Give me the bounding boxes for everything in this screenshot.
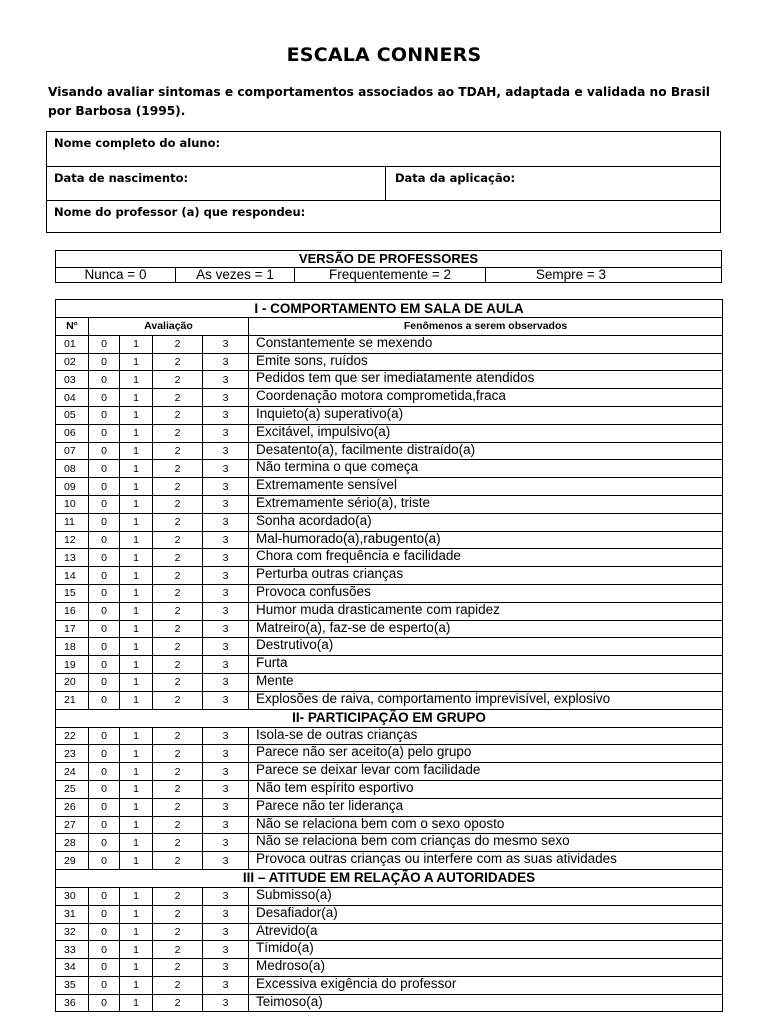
score-option-3[interactable]: 3 <box>203 602 249 620</box>
score-option-3[interactable]: 3 <box>203 584 249 602</box>
score-option-3[interactable]: 3 <box>203 691 249 709</box>
score-option-1[interactable]: 1 <box>120 780 153 798</box>
score-option-0[interactable]: 0 <box>89 959 120 977</box>
score-option-1[interactable]: 1 <box>120 887 153 905</box>
item-number: 35 <box>56 976 89 994</box>
item-number: 18 <box>56 638 89 656</box>
table-row <box>56 460 723 478</box>
item-number: 21 <box>56 691 89 709</box>
scale-always: Sempre = 3 <box>535 267 607 282</box>
score-option-2[interactable]: 2 <box>153 994 203 1012</box>
score-option-0[interactable]: 0 <box>89 460 120 478</box>
item-number: 19 <box>56 656 89 674</box>
score-option-2[interactable]: 2 <box>153 460 203 478</box>
score-option-0[interactable]: 0 <box>89 406 120 424</box>
score-option-0[interactable]: 0 <box>89 798 120 816</box>
item-number: 10 <box>56 495 89 513</box>
item-text: Parece não ter liderança <box>249 798 723 816</box>
score-option-1[interactable]: 1 <box>120 549 153 567</box>
section-title: I - COMPORTAMENTO EM SALA DE AULA <box>56 300 723 318</box>
item-number: 34 <box>56 959 89 977</box>
item-text: Excessiva exigência do professor <box>249 976 723 994</box>
score-option-3[interactable]: 3 <box>203 852 249 870</box>
item-text: Mal-humorado(a),rabugento(a) <box>249 531 723 549</box>
rating-header: Avaliação <box>89 318 249 336</box>
score-option-1[interactable]: 1 <box>120 763 153 781</box>
item-text: Constantemente se mexendo <box>249 335 723 353</box>
score-option-0[interactable]: 0 <box>89 673 120 691</box>
score-option-2[interactable]: 2 <box>153 335 203 353</box>
item-text: Não termina o que começa <box>249 460 723 478</box>
score-option-1[interactable]: 1 <box>120 941 153 959</box>
score-option-2[interactable]: 2 <box>153 905 203 923</box>
score-option-2[interactable]: 2 <box>153 353 203 371</box>
score-option-2[interactable]: 2 <box>153 691 203 709</box>
score-option-3[interactable]: 3 <box>203 335 249 353</box>
score-option-2[interactable]: 2 <box>153 478 203 496</box>
score-option-0[interactable]: 0 <box>89 638 120 656</box>
item-number: 22 <box>56 727 89 745</box>
table-row <box>56 602 723 620</box>
student-info-box <box>46 131 721 233</box>
section-title: III – ATITUDE EM RELAÇÃO A AUTORIDADES <box>56 869 723 887</box>
score-option-2[interactable]: 2 <box>153 406 203 424</box>
item-text: Isola-se de outras crianças <box>249 727 723 745</box>
score-option-2[interactable]: 2 <box>153 424 203 442</box>
score-option-0[interactable]: 0 <box>89 371 120 389</box>
table-row <box>56 353 723 371</box>
item-text: Desafiador(a) <box>249 905 723 923</box>
score-option-3[interactable]: 3 <box>203 976 249 994</box>
scale-sometimes: As vezes = 1 <box>196 267 274 282</box>
conners-scale-table <box>55 299 723 1012</box>
score-option-2[interactable]: 2 <box>153 495 203 513</box>
item-text: Não se relaciona bem com o sexo oposto <box>249 816 723 834</box>
score-option-0[interactable]: 0 <box>89 834 120 852</box>
item-number: 36 <box>56 994 89 1012</box>
score-option-3[interactable]: 3 <box>203 442 249 460</box>
score-option-2[interactable]: 2 <box>153 371 203 389</box>
score-option-2[interactable]: 2 <box>153 656 203 674</box>
score-option-1[interactable]: 1 <box>120 798 153 816</box>
item-text: Humor muda drasticamente com rapidez <box>249 602 723 620</box>
table-row <box>56 976 723 994</box>
item-number: 16 <box>56 602 89 620</box>
table-row <box>56 763 723 781</box>
score-option-1[interactable]: 1 <box>120 335 153 353</box>
table-row <box>56 620 723 638</box>
item-text: Emite sons, ruídos <box>249 353 723 371</box>
table-row <box>56 798 723 816</box>
item-text: Medroso(a) <box>249 959 723 977</box>
section-row <box>56 869 723 887</box>
score-option-0[interactable]: 0 <box>89 513 120 531</box>
score-option-1[interactable]: 1 <box>120 442 153 460</box>
score-option-0[interactable]: 0 <box>89 656 120 674</box>
score-option-2[interactable]: 2 <box>153 531 203 549</box>
score-option-2[interactable]: 2 <box>153 567 203 585</box>
score-option-2[interactable]: 2 <box>153 442 203 460</box>
item-number: 27 <box>56 816 89 834</box>
item-text: Não tem espírito esportivo <box>249 780 723 798</box>
table-row <box>56 389 723 407</box>
score-option-1[interactable]: 1 <box>120 959 153 977</box>
item-text: Atrevido(a <box>249 923 723 941</box>
item-number: 07 <box>56 442 89 460</box>
student-name-label: Nome completo do aluno: <box>54 136 221 150</box>
score-option-0[interactable]: 0 <box>89 549 120 567</box>
score-option-2[interactable]: 2 <box>153 852 203 870</box>
score-option-3[interactable]: 3 <box>203 478 249 496</box>
score-option-1[interactable]: 1 <box>120 460 153 478</box>
table-row <box>56 531 723 549</box>
score-option-1[interactable]: 1 <box>120 656 153 674</box>
score-option-2[interactable]: 2 <box>153 584 203 602</box>
phenomena-header: Fenômenos a serem observados <box>249 318 723 336</box>
item-text: Submisso(a) <box>249 887 723 905</box>
section-row <box>56 300 723 318</box>
score-option-2[interactable]: 2 <box>153 620 203 638</box>
score-option-2[interactable]: 2 <box>153 673 203 691</box>
score-option-3[interactable]: 3 <box>203 406 249 424</box>
item-text: Pedidos tem que ser imediatamente atendidos <box>249 371 723 389</box>
item-number: 11 <box>56 513 89 531</box>
item-text: Desatento(a), facilmente distraído(a) <box>249 442 723 460</box>
scale-frequently: Frequentemente = 2 <box>329 267 451 282</box>
item-number: 09 <box>56 478 89 496</box>
score-option-1[interactable]: 1 <box>120 673 153 691</box>
score-option-3[interactable]: 3 <box>203 549 249 567</box>
score-option-2[interactable]: 2 <box>153 389 203 407</box>
score-option-3[interactable]: 3 <box>203 389 249 407</box>
score-option-2[interactable]: 2 <box>153 941 203 959</box>
item-text: Perturba outras crianças <box>249 567 723 585</box>
table-row <box>56 584 723 602</box>
score-option-1[interactable]: 1 <box>120 353 153 371</box>
score-option-1[interactable]: 1 <box>120 638 153 656</box>
item-text: Parece se deixar levar com facilidade <box>249 763 723 781</box>
score-option-3[interactable]: 3 <box>203 638 249 656</box>
score-option-3[interactable]: 3 <box>203 673 249 691</box>
table-row <box>56 923 723 941</box>
score-option-1[interactable]: 1 <box>120 495 153 513</box>
item-number: 20 <box>56 673 89 691</box>
item-number: 30 <box>56 887 89 905</box>
item-number: 25 <box>56 780 89 798</box>
score-option-0[interactable]: 0 <box>89 442 120 460</box>
version-heading: VERSÃO DE PROFESSORES <box>298 251 479 266</box>
score-option-1[interactable]: 1 <box>120 620 153 638</box>
score-option-2[interactable]: 2 <box>153 745 203 763</box>
item-number: 13 <box>56 549 89 567</box>
score-option-2[interactable]: 2 <box>153 513 203 531</box>
score-option-1[interactable]: 1 <box>120 727 153 745</box>
item-text: Excitável, impulsivo(a) <box>249 424 723 442</box>
score-option-1[interactable]: 1 <box>120 691 153 709</box>
item-text: Tímido(a) <box>249 941 723 959</box>
score-option-0[interactable]: 0 <box>89 478 120 496</box>
score-option-2[interactable]: 2 <box>153 602 203 620</box>
score-option-0[interactable]: 0 <box>89 852 120 870</box>
table-row <box>56 335 723 353</box>
score-option-0[interactable]: 0 <box>89 727 120 745</box>
table-row <box>56 424 723 442</box>
item-text: Extremamente sério(a), triste <box>249 495 723 513</box>
item-number: 32 <box>56 923 89 941</box>
table-row <box>56 941 723 959</box>
score-option-3[interactable]: 3 <box>203 513 249 531</box>
score-option-0[interactable]: 0 <box>89 584 120 602</box>
score-option-1[interactable]: 1 <box>120 852 153 870</box>
item-number: 31 <box>56 905 89 923</box>
score-option-0[interactable]: 0 <box>89 495 120 513</box>
score-option-1[interactable]: 1 <box>120 834 153 852</box>
score-option-0[interactable]: 0 <box>89 941 120 959</box>
score-option-3[interactable]: 3 <box>203 495 249 513</box>
table-row <box>56 887 723 905</box>
table-row <box>56 727 723 745</box>
score-option-3[interactable]: 3 <box>203 887 249 905</box>
score-option-2[interactable]: 2 <box>153 727 203 745</box>
score-option-3[interactable]: 3 <box>203 424 249 442</box>
table-row <box>56 638 723 656</box>
table-row <box>56 495 723 513</box>
table-row <box>56 780 723 798</box>
item-text: Provoca confusões <box>249 584 723 602</box>
table-row <box>56 673 723 691</box>
score-option-0[interactable]: 0 <box>89 887 120 905</box>
score-option-0[interactable]: 0 <box>89 531 120 549</box>
score-option-0[interactable]: 0 <box>89 424 120 442</box>
item-number: 33 <box>56 941 89 959</box>
score-option-2[interactable]: 2 <box>153 816 203 834</box>
table-header-row <box>56 318 723 336</box>
table-row <box>56 442 723 460</box>
item-text: Parece não ser aceito(a) pelo grupo <box>249 745 723 763</box>
score-option-1[interactable]: 1 <box>120 567 153 585</box>
item-number: 28 <box>56 834 89 852</box>
score-option-0[interactable]: 0 <box>89 389 120 407</box>
score-option-3[interactable]: 3 <box>203 353 249 371</box>
score-option-1[interactable]: 1 <box>120 531 153 549</box>
table-row <box>56 656 723 674</box>
score-option-0[interactable]: 0 <box>89 335 120 353</box>
score-option-1[interactable]: 1 <box>120 602 153 620</box>
page-title: ESCALA CONNERS <box>286 44 482 66</box>
score-option-3[interactable]: 3 <box>203 460 249 478</box>
item-number: 24 <box>56 763 89 781</box>
table-row <box>56 816 723 834</box>
score-option-3[interactable]: 3 <box>203 371 249 389</box>
table-row <box>56 406 723 424</box>
item-number: 26 <box>56 798 89 816</box>
item-text: Provoca outras crianças ou interfere com as suas atividades <box>249 852 723 870</box>
item-text: Matreiro(a), faz-se de esperto(a) <box>249 620 723 638</box>
score-option-2[interactable]: 2 <box>153 780 203 798</box>
scale-never: Nunca = 0 <box>84 267 147 282</box>
item-number: 04 <box>56 389 89 407</box>
item-number: 08 <box>56 460 89 478</box>
score-option-0[interactable]: 0 <box>89 994 120 1012</box>
score-option-1[interactable]: 1 <box>120 389 153 407</box>
score-option-2[interactable]: 2 <box>153 976 203 994</box>
score-option-3[interactable]: 3 <box>203 834 249 852</box>
score-option-2[interactable]: 2 <box>153 638 203 656</box>
item-number: 05 <box>56 406 89 424</box>
intro-text: Visando avaliar sintomas e comportamentos associados ao TDAH, adaptada e validada no Brasil por Barbosa (1995). <box>48 85 710 118</box>
item-number: 23 <box>56 745 89 763</box>
table-row <box>56 371 723 389</box>
item-number: 03 <box>56 371 89 389</box>
item-number: 17 <box>56 620 89 638</box>
score-option-0[interactable]: 0 <box>89 567 120 585</box>
application-date-label: Data da aplicação: <box>395 171 516 185</box>
score-option-0[interactable]: 0 <box>89 763 120 781</box>
table-row <box>56 959 723 977</box>
score-option-0[interactable]: 0 <box>89 353 120 371</box>
score-option-0[interactable]: 0 <box>89 745 120 763</box>
score-option-1[interactable]: 1 <box>120 478 153 496</box>
item-number: 12 <box>56 531 89 549</box>
table-row <box>56 834 723 852</box>
item-text: Teimoso(a) <box>249 994 723 1012</box>
score-option-3[interactable]: 3 <box>203 798 249 816</box>
score-option-3[interactable]: 3 <box>203 905 249 923</box>
section-row <box>56 709 723 727</box>
score-option-2[interactable]: 2 <box>153 549 203 567</box>
score-option-3[interactable]: 3 <box>203 923 249 941</box>
score-option-3[interactable]: 3 <box>203 959 249 977</box>
score-option-0[interactable]: 0 <box>89 976 120 994</box>
number-header: N° <box>56 318 89 336</box>
section-title: II- PARTICIPAÇÃO EM GRUPO <box>56 709 723 727</box>
score-option-3[interactable]: 3 <box>203 816 249 834</box>
score-option-0[interactable]: 0 <box>89 923 120 941</box>
score-option-0[interactable]: 0 <box>89 620 120 638</box>
score-option-3[interactable]: 3 <box>203 620 249 638</box>
score-option-0[interactable]: 0 <box>89 602 120 620</box>
score-option-1[interactable]: 1 <box>120 513 153 531</box>
score-option-0[interactable]: 0 <box>89 691 120 709</box>
item-number: 06 <box>56 424 89 442</box>
score-option-1[interactable]: 1 <box>120 406 153 424</box>
score-option-0[interactable]: 0 <box>89 816 120 834</box>
item-text: Inquieto(a) superativo(a) <box>249 406 723 424</box>
score-option-2[interactable]: 2 <box>153 887 203 905</box>
score-option-1[interactable]: 1 <box>120 816 153 834</box>
score-option-3[interactable]: 3 <box>203 531 249 549</box>
item-text: Coordenação motora comprometida,fraca <box>249 389 723 407</box>
table-row <box>56 478 723 496</box>
table-row <box>56 905 723 923</box>
score-option-3[interactable]: 3 <box>203 567 249 585</box>
score-option-1[interactable]: 1 <box>120 905 153 923</box>
score-option-1[interactable]: 1 <box>120 745 153 763</box>
item-text: Sonha acordado(a) <box>249 513 723 531</box>
item-number: 15 <box>56 584 89 602</box>
score-option-2[interactable]: 2 <box>153 834 203 852</box>
score-option-1[interactable]: 1 <box>120 976 153 994</box>
score-option-3[interactable]: 3 <box>203 727 249 745</box>
item-text: Extremamente sensível <box>249 478 723 496</box>
item-text: Não se relaciona bem com crianças do mesmo sexo <box>249 834 723 852</box>
item-text: Mente <box>249 673 723 691</box>
score-option-3[interactable]: 3 <box>203 656 249 674</box>
table-row <box>56 994 723 1012</box>
teacher-name-row[interactable] <box>47 201 720 233</box>
score-option-3[interactable]: 3 <box>203 780 249 798</box>
score-option-0[interactable]: 0 <box>89 780 120 798</box>
item-number: 01 <box>56 335 89 353</box>
score-option-2[interactable]: 2 <box>153 763 203 781</box>
item-text: Chora com frequência e facilidade <box>249 549 723 567</box>
item-text: Furta <box>249 656 723 674</box>
teacher-version-box <box>55 250 722 283</box>
item-text: Destrutivo(a) <box>249 638 723 656</box>
score-option-3[interactable]: 3 <box>203 994 249 1012</box>
table-row <box>56 567 723 585</box>
table-row <box>56 852 723 870</box>
birth-date-label: Data de nascimento: <box>54 171 189 185</box>
item-number: 14 <box>56 567 89 585</box>
teacher-name-label: Nome do professor (a) que respondeu: <box>54 205 306 219</box>
score-option-1[interactable]: 1 <box>120 584 153 602</box>
score-option-1[interactable]: 1 <box>120 371 153 389</box>
item-number: 29 <box>56 852 89 870</box>
score-option-0[interactable]: 0 <box>89 905 120 923</box>
student-name-row[interactable] <box>47 132 720 166</box>
score-option-2[interactable]: 2 <box>153 923 203 941</box>
item-number: 02 <box>56 353 89 371</box>
score-option-1[interactable]: 1 <box>120 424 153 442</box>
score-option-3[interactable]: 3 <box>203 941 249 959</box>
table-row <box>56 549 723 567</box>
item-text: Explosões de raiva, comportamento imprevisível, explosivo <box>249 691 723 709</box>
table-row <box>56 513 723 531</box>
score-option-2[interactable]: 2 <box>153 959 203 977</box>
table-row <box>56 691 723 709</box>
score-option-1[interactable]: 1 <box>120 923 153 941</box>
score-option-3[interactable]: 3 <box>203 745 249 763</box>
score-option-2[interactable]: 2 <box>153 798 203 816</box>
score-option-3[interactable]: 3 <box>203 763 249 781</box>
table-row <box>56 745 723 763</box>
score-option-1[interactable]: 1 <box>120 994 153 1012</box>
